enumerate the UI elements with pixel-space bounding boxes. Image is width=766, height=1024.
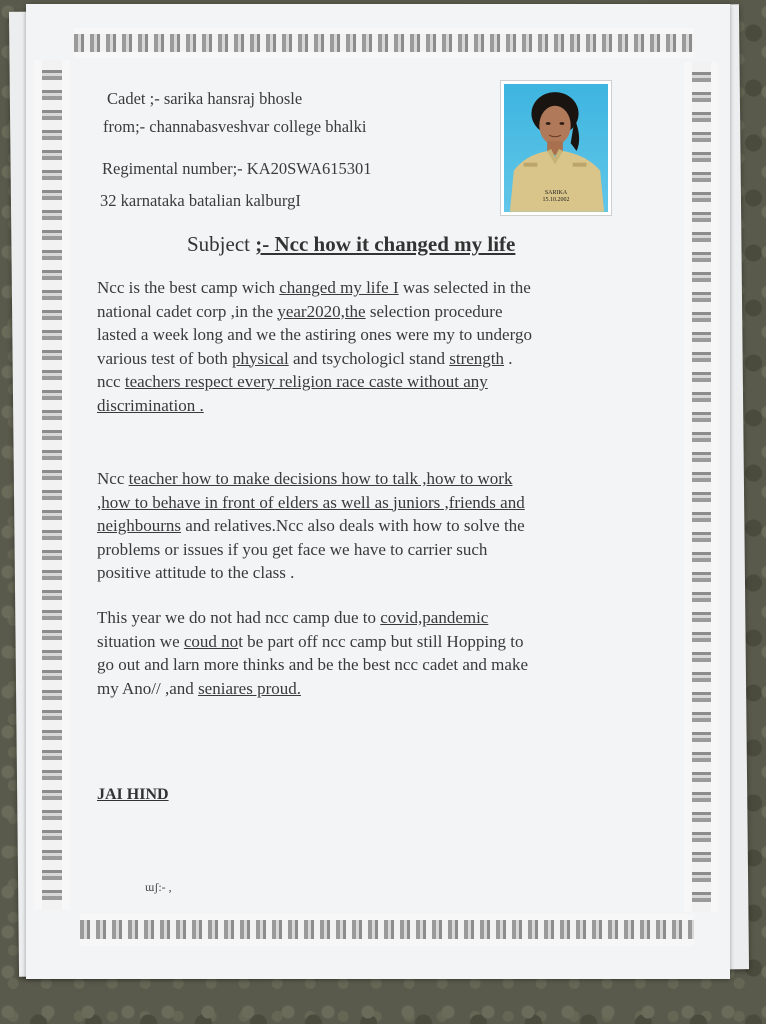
text-segment: . [504,348,513,368]
text-segment: national cadet corp ,in the [97,301,278,321]
text-segment: my Ano// ,and [97,678,199,698]
underlined-text: coud no [183,631,239,651]
underlined-text: changed my life I [279,278,399,297]
underlined-text: strength [449,348,505,368]
underlined-text: seniares proud. [198,678,301,698]
battalion-line: 32 karnataka batalian kalburgI [100,191,301,210]
text-line [97,653,657,677]
text-line [97,467,657,491]
text-segment: ncc [97,372,125,391]
cadet-name-line: Cadet ;- sarika hansraj bhosle [107,89,303,108]
text-segment: various test of both [97,348,233,368]
underlined-text: teacher how to make decisions how to talk ,how to work [128,469,513,488]
text-segment: lasted a week long and we the astiring ones were my to undergo [97,325,532,344]
text-line [97,323,657,347]
text-segment: go out and larn more thinks and be the best ncc cadet and make [97,655,528,674]
underlined-text: ,how to behave in front of elders as well as juniors ,friends and [97,492,525,512]
text-line [97,561,657,585]
underlined-text: discrimination . [97,395,204,415]
underlined-text: teachers respect every religion race caste without any [124,372,488,391]
text-segment: was selected in the [398,278,531,297]
photo-caption-date: 15.10.2002 [542,197,570,203]
paragraph-3 [97,606,657,700]
text-line [97,514,657,538]
text-segment: situation we [97,631,184,651]
photo-caption [504,190,608,204]
text-line [97,347,657,371]
underlined-text: year2020,the [277,301,366,321]
text-line [97,606,657,630]
subject-line [187,232,515,257]
text-line [97,491,657,515]
text-segment: and tsychologicl stand [288,348,450,368]
text-segment: positive attitude to the class . [97,563,295,582]
text-segment: Ncc [97,469,129,488]
regimental-number-line: Regimental number;- KA20SWA615301 [102,159,372,178]
text-segment: selection procedure [365,301,503,321]
subject-title: ;- Ncc how it changed my life [255,232,516,256]
text-segment: problems or issues if you get face we have to carrier such [97,539,488,559]
photo-caption-name: SARIKA [544,190,568,196]
cadet-photo [500,80,612,216]
underlined-text: physical [232,348,289,368]
signature: ɯ﻿ʃ:- , [145,880,172,894]
text-segment: t be part off ncc camp but still Hopping to [238,631,524,651]
subject-prefix: Subject [187,232,256,256]
underlined-text: neighbourns [97,516,182,535]
text-line [97,630,657,654]
text-line [97,394,657,418]
text-line [97,538,657,562]
text-segment: and relatives.Ncc also deals with how to solve the [181,516,525,535]
paragraph-1 [97,276,657,417]
paragraph-2 [97,467,657,585]
text-line [97,370,657,394]
closing-salutation: JAI HIND [97,786,169,803]
text-line [97,276,657,300]
text-line [97,677,657,701]
text-segment: This year we do not had ncc camp due to [97,608,381,627]
text-segment: Ncc is the best camp wich [97,278,280,297]
text-line [97,300,657,324]
underlined-text: covid,pandemic [380,608,489,627]
college-line: from;- channabasveshvar college bhalki [103,117,367,136]
